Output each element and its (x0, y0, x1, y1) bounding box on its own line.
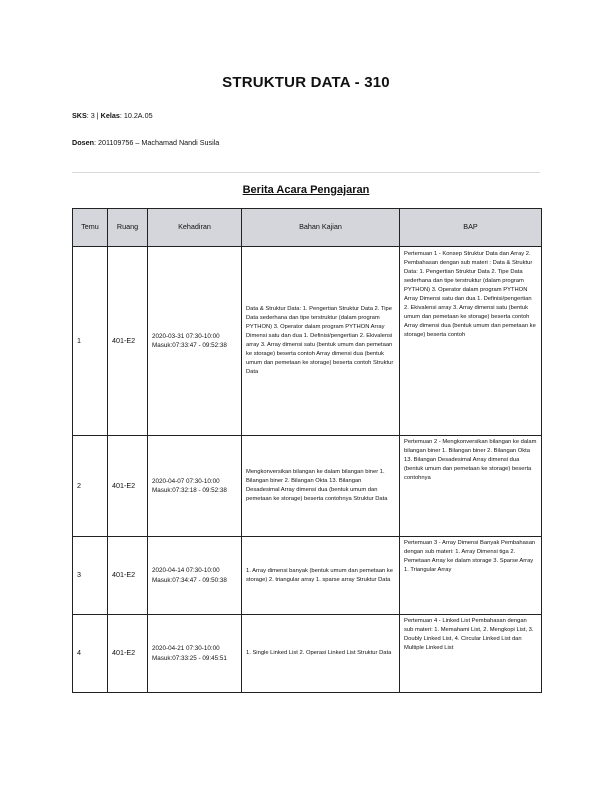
table-row (73, 537, 542, 615)
sks-value: : 3 | (86, 111, 101, 120)
cell-ruang: 401-E2 (108, 537, 148, 615)
section-title: Berita Acara Pengajaran (242, 184, 370, 196)
course-meta-dosen (72, 138, 219, 147)
header-temu: Temu (73, 209, 108, 247)
cell-ruang: 401-E2 (108, 615, 148, 693)
sks-label: SKS (72, 111, 87, 120)
cell-kehadiran: 2020-04-07 07:30-10:00 Masuk:07:32:18 - 09:52:38 (148, 436, 242, 537)
header-kehadiran: Kehadiran (148, 209, 242, 247)
header-ruang: Ruang (108, 209, 148, 247)
cell-bahan-kajian: Mengkonversikan bilangan ke dalam bilangan biner 1. Bilangan biner 2. Bilangan Okta 13. Bilangan Desadesimal Array dimensi dua (bentuk umum dan pemetaan ke storage) beserta contohnya Struktur Data (242, 436, 400, 537)
table-row (73, 615, 542, 693)
course-title: STRUKTUR DATA - 310 (222, 74, 390, 91)
header-bahan-kajian: Bahan Kajian (242, 209, 400, 247)
teaching-record-table (72, 208, 542, 693)
cell-bap: Pertemuan 4 - Linked List Pembahasan dengan sub materi: 1. Memahami List, 2. Mengkopi List, 3. Doubly Linked List, 4. Circular Linked List dan Multiple Linked List (400, 615, 542, 693)
table-header-row (73, 209, 542, 247)
cell-bahan-kajian: 1. Array dimensi banyak (bentuk umum dan pemetaan ke storage) 2. triangular array 1. sparse array Struktur Data (242, 537, 400, 615)
course-meta-sks-kelas (72, 111, 153, 120)
cell-bap: Pertemuan 3 - Array Dimensi Banyak Pembahasan dengan sub materi: 1. Array Dimensi tiga 2. Pemetaan Array ke dalam storage 3. Sparse Array 1. Triangular Array (400, 537, 542, 615)
cell-kehadiran: 2020-04-14 07:30-10:00 Masuk:07:34:47 - 09:50:38 (148, 537, 242, 615)
table-row (73, 436, 542, 537)
section-divider (72, 172, 540, 173)
header-bap: BAP (400, 209, 542, 247)
cell-temu: 3 (73, 537, 108, 615)
cell-ruang: 401-E2 (108, 247, 148, 436)
kelas-value: : 10.2A.05 (119, 111, 153, 120)
kelas-label: Kelas (100, 111, 120, 120)
table-row (73, 247, 542, 436)
cell-bahan-kajian: Data & Struktur Data: 1. Pengertian Struktur Data 2. Tipe Data sederhana dan tipe terstruktur (dalam program PYTHON) 3. Operator dalam program PYTHON Array Dimensi satu dan dua 1. Definisi/pengertian 2. Ekivalensi array 3. Array dimensi satu (bentuk umum dan pemetaan ke storage) beserta contoh Array dimensi dua (bentuk umum dan pemetaan ke storage) beserta contoh Struktur Data (242, 247, 400, 436)
dosen-label: Dosen (72, 138, 94, 147)
dosen-value: : 201109756 – Machamad Nandi Susila (93, 138, 220, 147)
cell-kehadiran: 2020-03-31 07:30-10:00 Masuk:07:33:47 - 09:52:38 (148, 247, 242, 436)
cell-ruang: 401-E2 (108, 436, 148, 537)
cell-bahan-kajian: 1. Single Linked List 2. Operasi Linked List Struktur Data (242, 615, 400, 693)
cell-temu: 4 (73, 615, 108, 693)
cell-bap: Pertemuan 1 - Konsep Struktur Data dan Array 2. Pembahasan dengan sub materi : Data & Struktur Data: 1. Pengertian Struktur Data 2. Tipe Data sederhana dan tipe terstruktur (dalam program PYTHON) 3. Operator dalam program PYTHON Array Dimensi satu dan dua 1. Definisi/pengertian 2. Ekivalensi array 3. Array dimensi satu (bentuk umum dan pemetaan ke storage) beserta contoh Array dimensi dua (bentuk umum dan pemetaan ke storage) beserta contoh (400, 247, 542, 436)
cell-bap: Pertemuan 2 - Mengkonversikan bilangan ke dalam bilangan biner 1. Bilangan biner 2. Bilangan Okta 13. Bilangan Desadesimal Array dimensi dua (bentuk umum dan pemetaan ke storage) beserta contohnya (400, 436, 542, 537)
cell-kehadiran: 2020-04-21 07:30-10:00 Masuk:07:33:25 - 09:45:51 (148, 615, 242, 693)
cell-temu: 1 (73, 247, 108, 436)
cell-temu: 2 (73, 436, 108, 537)
